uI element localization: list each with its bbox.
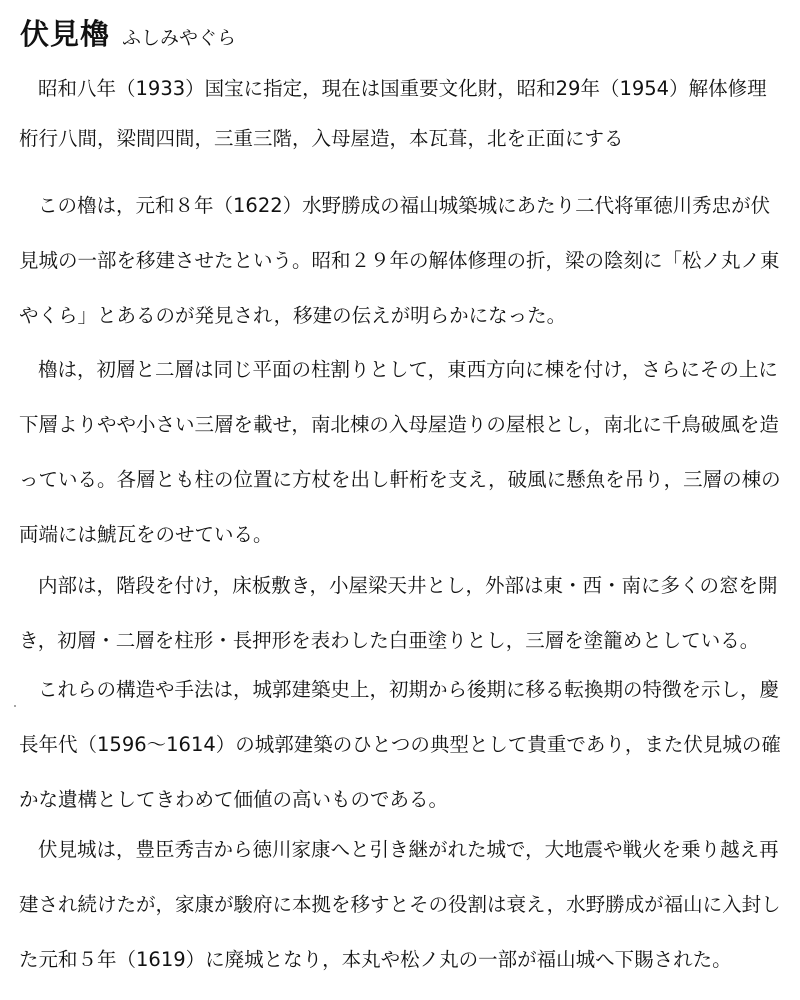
- paragraph-fushimi-castle: 伏見城は，豊臣秀吉から徳川家康へと引き継がれた城で，大地震や戦火を乗り越え再建され続けたが，家康が駿府に本拠を移すとその役割は衰え，水野勝成が福山に入封した元和５年（1619）に廃城となり，本丸や松ノ丸の一部が福山城へ下賜された。: [19, 838, 781, 971]
- paragraph-significance: これらの構造や手法は，城郭建築史上，初期から後期に移る転換期の特徴を示し，慶長年代（1596～1614）の城郭建築のひとつの典型として貴重であり，また伏見城の確かな遺構としてきわめて価値の高いものである。: [19, 678, 781, 811]
- scan-speck: [14, 705, 16, 707]
- title-reading: ふしみやぐら: [122, 27, 237, 49]
- page-title: 伏見櫓: [20, 17, 111, 51]
- paragraph-interior: 内部は，階段を付け，床板敷き，小屋梁天井とし，外部は東・西・南に多くの窓を開き，初層・二層を柱形・長押形を表わした白亜塗りとし，三層を塗籠めとしている。: [19, 574, 778, 652]
- paragraph-structure: 櫓は，初層と二層は同じ平面の柱割りとして，東西方向に棟を付け，さらにその上に下層よりやや小さい三層を載せ，南北棟の入母屋造りの屋根とし，南北に千鳥破風を造っている。各層とも柱の位置に方杖を出し軒桁を支え，破風に懸魚を吊り，三層の棟の両端には鯱瓦をのせている。: [19, 358, 781, 546]
- title-row: [20, 12, 236, 56]
- paragraph-designation: 昭和八年（1933）国宝に指定，現在は国重要文化財，昭和29年（1954）解体修理 桁行八間，梁間四間，三重三階，入母屋造，本瓦葺，北を正面にする: [19, 77, 767, 150]
- paragraph-history: この櫓は，元和８年（1622）水野勝成の福山城築城にあたり二代将軍徳川秀忠が伏見城の一部を移建させたという。昭和２９年の解体修理の折，梁の陰刻に「松ノ丸ノ東やくら」とあるのが発見され，移建の伝えが明らかになった。: [19, 194, 780, 327]
